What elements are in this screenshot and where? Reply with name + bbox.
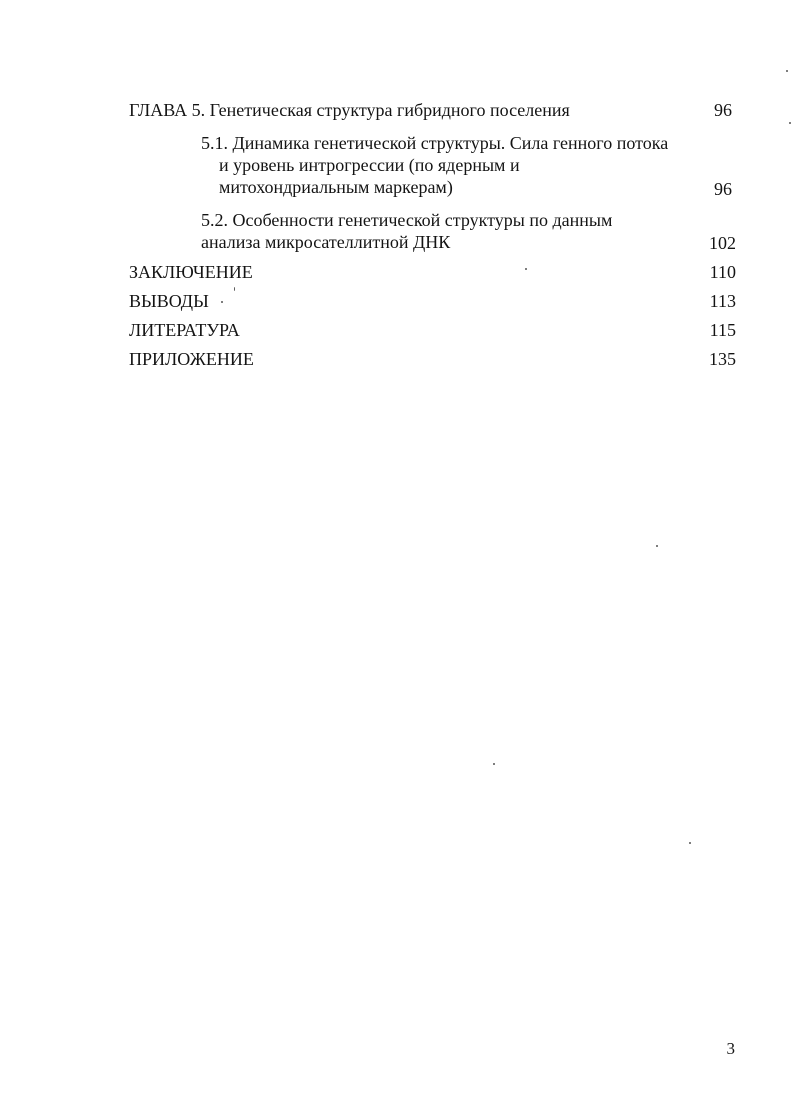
toc-literature-page: 115 — [709, 320, 736, 340]
page-number: 3 — [726, 1039, 735, 1058]
toc-section-5-1-page: 96 — [714, 179, 732, 199]
toc-conclusion-page: 110 — [709, 262, 736, 282]
scan-speck — [656, 545, 658, 547]
scan-speck — [689, 842, 691, 844]
toc-findings-page: 113 — [709, 291, 736, 311]
scan-speck — [789, 122, 791, 124]
toc-section-5-2-line-2: анализа микросателлитной ДНК — [201, 232, 451, 252]
scan-speck — [525, 268, 527, 270]
toc-chapter-5-title: ГЛАВА 5. Генетическая структура гибридного поселения — [129, 100, 570, 120]
toc-section-5-1-line-2: и уровень интрогрессии (по ядерным и — [219, 155, 520, 175]
scan-speck — [221, 301, 223, 303]
toc-section-5-2-line-1: 5.2. Особенности генетической структуры по данным — [201, 210, 613, 230]
toc-conclusion-title: ЗАКЛЮЧЕНИЕ — [129, 262, 253, 282]
scan-speck — [786, 70, 788, 72]
toc-chapter-5-page: 96 — [714, 100, 732, 120]
toc-appendix-page: 135 — [709, 349, 736, 369]
scan-speck — [234, 287, 235, 291]
toc-appendix-title: ПРИЛОЖЕНИЕ — [129, 349, 254, 369]
scan-speck — [493, 763, 495, 765]
toc-section-5-1-line-3: митохондриальным маркерам) — [219, 177, 453, 197]
toc-section-5-1-line-1: 5.1. Динамика генетической структуры. Сила генного потока — [201, 133, 669, 153]
toc-section-5-2-page: 102 — [709, 233, 736, 253]
toc-findings-title: ВЫВОДЫ — [129, 291, 209, 311]
toc-literature-title: ЛИТЕРАТУРА — [129, 320, 240, 340]
